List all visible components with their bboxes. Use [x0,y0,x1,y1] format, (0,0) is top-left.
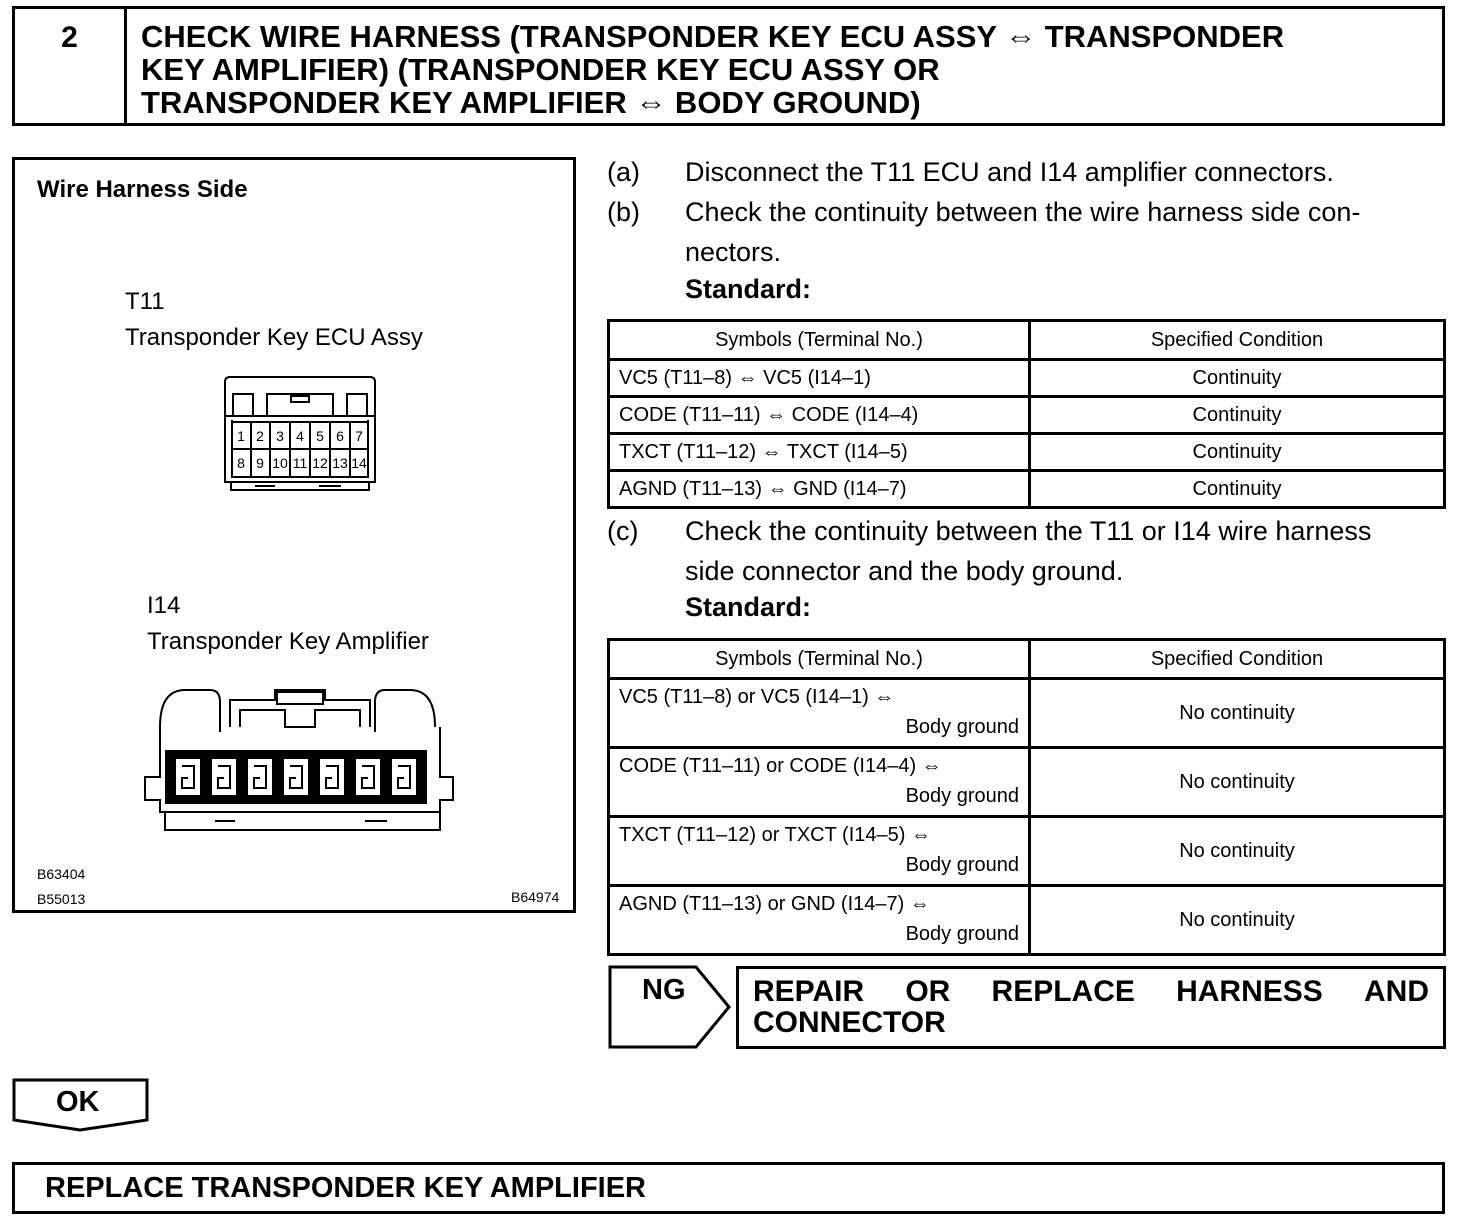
table-row [609,817,1445,886]
instruction-c [607,511,1467,591]
ng-result-word: REPLACE [991,975,1135,1008]
condition-cell: Continuity [1030,434,1445,471]
connector1-name: Transponder Key ECU Assy [125,324,423,351]
instruction-c-line: Check the continuity between the T11 or I14 wire harness [685,516,1372,546]
standard-label: Standard: [685,592,812,622]
t11-pin: 8 [237,455,245,471]
t11-pin: 9 [256,455,264,471]
symbol-text: CODE (T11–11) or CODE (I14–4) ⇔ [619,755,942,777]
ng-result-line: CONNECTOR [753,1006,946,1039]
table-header: Specified Condition [1030,640,1445,679]
table-row [609,679,1445,748]
wire-harness-diagram [12,157,576,913]
symbol-cell [609,886,1030,955]
diagram-heading: Wire Harness Side [37,176,248,203]
table-header: Symbols (Terminal No.) [609,321,1030,360]
body-ground-table [607,638,1446,956]
symbol-text: TXCT (T11–12) or TXCT (I14–5) ⇔ [619,824,931,846]
condition-cell: Continuity [1030,397,1445,434]
table-header-row [609,321,1445,360]
final-action-box [12,1162,1445,1214]
table-row [609,886,1445,955]
symbol-text: VC5 (T11–8) or VC5 (I14–1) ⇔ [619,686,895,708]
instruction-a-text: Disconnect the T11 ECU and I14 amplifier connectors. [685,157,1334,187]
table-row [609,434,1445,471]
t11-pin: 11 [292,455,308,471]
ng-result-line [753,976,1429,1007]
ng-result-box [736,966,1446,1049]
condition-cell: No continuity [1030,817,1445,886]
final-action-text: REPLACE TRANSPONDER KEY AMPLIFIER [45,1172,646,1204]
ng-label: NG [642,974,686,1006]
ground-text: Body ground [905,716,1019,738]
symbol-cell: TXCT (T11–12) ⇔ TXCT (I14–5) [609,434,1030,471]
figure-code: B63404 [37,866,86,882]
condition-cell: Continuity [1030,360,1445,397]
step-number: 2 [15,9,127,123]
t11-pin: 7 [355,428,363,444]
ground-text: Body ground [905,854,1019,876]
ng-result-word: OR [905,975,951,1008]
instruction-b [607,192,1467,272]
ng-result-word: REPAIR [753,975,865,1008]
symbol-cell [609,817,1030,886]
connector2-id: I14 [147,592,181,619]
condition-cell: No continuity [1030,679,1445,748]
t11-pin: 4 [296,428,304,444]
t11-pin: 3 [276,428,284,444]
standard-label: Standard: [685,274,812,304]
t11-pin: 12 [312,455,328,471]
ng-result-word: AND [1364,975,1429,1008]
instruction-b-line: Check the continuity between the wire harness side con- [685,197,1361,227]
t11-pin: 14 [351,455,367,471]
i14-connector-drawing [135,682,475,842]
table-header: Symbols (Terminal No.) [609,640,1030,679]
symbol-cell: VC5 (T11–8) ⇔ VC5 (I14–1) [609,360,1030,397]
table-row [609,397,1445,434]
ground-text: Body ground [905,923,1019,945]
instruction-a [607,152,1467,192]
t11-pin: 5 [316,428,324,444]
table-row [609,748,1445,817]
table-header-row [609,640,1445,679]
symbol-cell: CODE (T11–11) ⇔ CODE (I14–4) [609,397,1030,434]
table-row [609,360,1445,397]
ground-text: Body ground [905,785,1019,807]
t11-pin: 6 [336,428,344,444]
step-title-line: TRANSPONDER KEY AMPLIFIER ⇔ BODY GROUND) [141,85,921,120]
connector1-id: T11 [125,288,165,315]
instruction-a-label: (a) [607,157,640,187]
figure-code: B55013 [37,891,86,907]
table-header: Specified Condition [1030,321,1445,360]
t11-connector-drawing [215,372,385,497]
ok-label: OK [56,1086,100,1118]
instruction-b-line: nectors. [685,237,782,267]
condition-cell: No continuity [1030,748,1445,817]
step-title [127,9,1284,123]
t11-pin: 1 [237,428,245,444]
symbol-cell [609,748,1030,817]
ng-result-word: HARNESS [1176,975,1323,1008]
continuity-table [607,319,1446,509]
t11-pin: 10 [272,455,288,471]
figure-code: B64974 [511,889,560,905]
instruction-c-label: (c) [607,516,639,546]
instruction-c-line: side connector and the body ground. [685,556,1124,586]
step-title-line: KEY AMPLIFIER) (TRANSPONDER KEY ECU ASSY OR [141,52,940,87]
step-header [12,6,1445,126]
t11-pin: 2 [256,428,264,444]
step-title-line: CHECK WIRE HARNESS (TRANSPONDER KEY ECU ASSY ⇔ TRANSPONDER [141,19,1285,54]
t11-pin: 13 [332,455,348,471]
symbol-cell: AGND (T11–13) ⇔ GND (I14–7) [609,471,1030,508]
connector2-name: Transponder Key Amplifier [147,628,429,655]
symbol-text: AGND (T11–13) or GND (I14–7) ⇔ [619,893,930,915]
table-row [609,471,1445,508]
instruction-b-label: (b) [607,197,640,227]
condition-cell: No continuity [1030,886,1445,955]
symbol-cell [609,679,1030,748]
condition-cell: Continuity [1030,471,1445,508]
